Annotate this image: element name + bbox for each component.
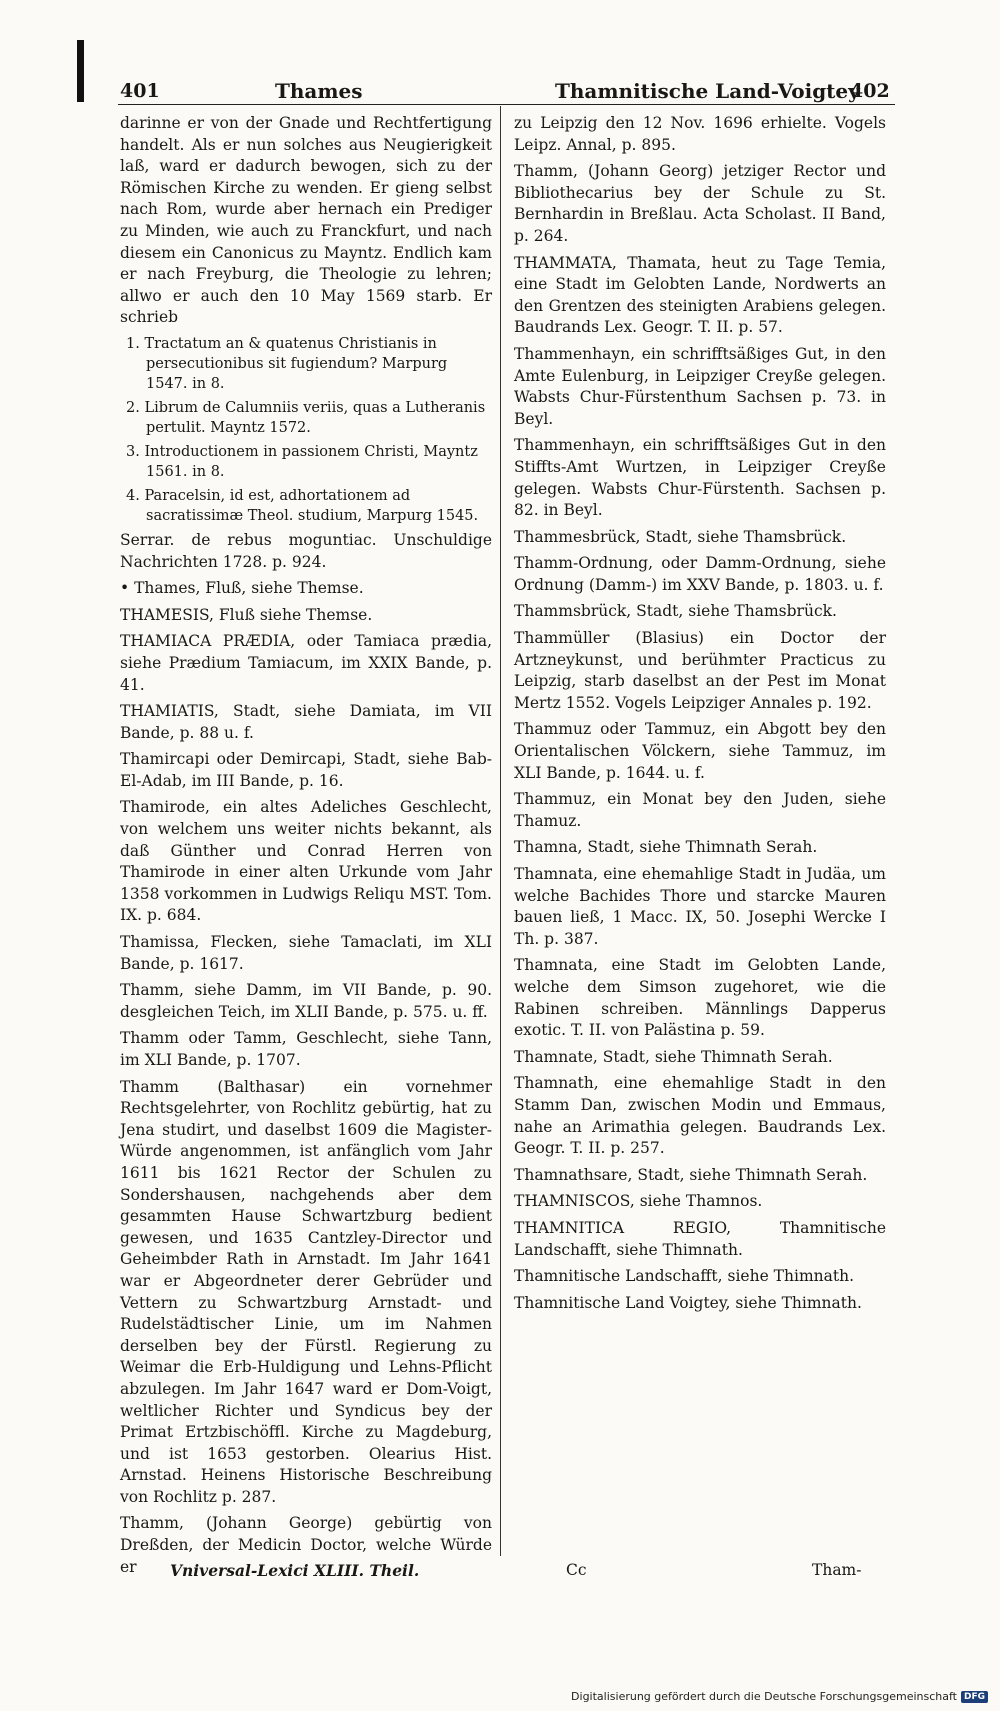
entry: Thamnitische Land Voigtey, siehe Thimnath. xyxy=(514,1293,862,1312)
entry: • Thames, Fluß, siehe Themse. xyxy=(120,579,364,598)
entry: Thamnitische Landschafft, siehe Thimnath. xyxy=(514,1267,855,1286)
column-divider xyxy=(500,106,501,1556)
entry: THAMESIS, Fluß siehe Themse. xyxy=(120,605,373,624)
entry: THAMMATA, Thamata, heut zu Tage Temia, eine Stadt im Gelobten Lande, Nordwerts an den Grentzen des steinigten Arabiens gelegen. Baudrands Lex. Geogr. T. II. p. 57. xyxy=(514,253,886,337)
entry: Thamnate, Stadt, siehe Thimnath Serah. xyxy=(514,1047,833,1066)
entry: Thammüller (Blasius) ein Doctor der Artzneykunst, und berühmter Practicus zu Leipzig, starb daselbst an der Pest im Monat Mertz 1552. Vogels Leipziger Annales p. 192. xyxy=(514,629,886,712)
entry: zu Leipzig den 12 Nov. 1696 erhielte. Vogels Leipz. Annal, p. 895. xyxy=(514,114,886,154)
list-item: 4. Paracelsin, id est, adhortationem ad sacratissimæ Theol. studium, Marpurg 1545. xyxy=(126,487,479,524)
right-column xyxy=(514,113,886,1319)
page-number-left: 401 xyxy=(120,80,160,102)
left-column xyxy=(120,113,492,1583)
entry: Thamm, (Johann Georg) jetziger Rector und Bibliothecarius bey der Schule zu St. Bernhardin in Breßlau. Acta Scholast. II Band, p. 264. xyxy=(514,162,886,245)
entry: darinne er von der Gnade und Rechtfertigung handelt. Als er nun solches aus Neugierigkeit laß, ward er dadurch bewogen, sich zu der Römischen Kirche zu wenden. Er gieng selbst nach Rom, wurde aber hernach ein Prediger zu Minden, wie auch zu Franckfurt, und nach diesem ein Canonicus zu Mayntz. Endlich kam er nach Freyburg, die Theologie zu lehren; allwo er auch den 10 May 1569 starb. Er schrieb xyxy=(120,114,492,327)
entry: Thamnata, eine ehemahlige Stadt in Judäa, um welche Bachides Thore und starcke Mauren bauen ließ, 1 Macc. IX, 50. Josephi Wercke I Th. p. 387. xyxy=(514,865,886,948)
entry: Thamm, (Johann George) gebürtig von Dreßden, der Medicin Doctor, welche Würde er xyxy=(120,1514,492,1576)
entry: Thamnath, eine ehemahlige Stadt in den Stamm Dan, zwischen Modin und Emmaus, nahe an Arimathia gelegen. Baudrands Lex. Geogr. T. II. p. 257. xyxy=(514,1074,886,1158)
entry: Thammuz, ein Monat bey den Juden, siehe Thamuz. xyxy=(514,790,886,830)
entry: Thamm, siehe Damm, im VII Bande, p. 90. desgleichen Teich, im XLII Bande, p. 575. u. ff. xyxy=(120,981,492,1021)
running-head-left: Thames xyxy=(275,79,363,103)
entry: Thamm (Balthasar) ein vornehmer Rechtsgelehrter, von Rochlitz gebürtig, hat zu Jena studirt, und daselbst 1609 die Magister-Würde angenommen, ist anfänglich vom Jahr 1611 bis 1621 Rector der Schulen zu Sondershausen, nachgehends aber dem gesammten Hause Schwartzburg bedient gewesen, und 1635 Cantzley-Director und Geheimbder Rath in Arnstadt. Im Jahr 1641 war er Abgeordneter derer Gebrüder und Vettern zu Schwartzburg Arnstadt- und Rudelstädtischer Linie, um im Nahmen derselben bey der Fürstl. Regierung zu Weimar die Erb-Huldigung und Lehns-Pflicht abzulegen. Im Jahr 1647 ward er Dom-Voigt, weltlicher Richter und Syndicus bey der Primat Ertzbischöffl. Kirche zu Magdeburg, und ist 1653 gestorben. Olearius Hist. Arnstad. Heinens Historische Beschreibung von Rochlitz p. 287. xyxy=(120,1077,492,1506)
page-number-right: 402 xyxy=(850,80,890,102)
work-list xyxy=(120,334,492,526)
digitization-text: Digitalisierung gefördert durch die Deutsche Forschungsgemeinschaft xyxy=(571,1690,957,1703)
running-head-right: Thamnitische Land-Voigtey xyxy=(555,79,860,103)
entry: Thammesbrück, Stadt, siehe Thamsbrück. xyxy=(514,527,847,546)
footer-signature-title: Vniversal-Lexici XLIII. Theil. xyxy=(170,1561,420,1580)
entry: Thammenhayn, ein schrifftsäßiges Gut in den Stiffts-Amt Wurtzen, in Leipziger Creyße gelegen. Wabsts Chur-Fürstenth. Sachsen p. 82. in Beyl. xyxy=(514,436,886,520)
entry: THAMNISCOS, siehe Thamnos. xyxy=(514,1192,763,1211)
footer-catchword: Tham- xyxy=(812,1561,862,1579)
entry: Serrar. de rebus moguntiac. Unschuldige Nachrichten 1728. p. 924. xyxy=(120,530,492,571)
list-item: 2. Librum de Calumniis veriis, quas a Lutheranis pertulit. Mayntz 1572. xyxy=(126,399,486,436)
header-rule xyxy=(118,104,895,105)
digitization-credit xyxy=(571,1690,988,1703)
entry: THAMIACA PRÆDIA, oder Tamiaca prædia, siehe Prædium Tamiacum, im XXIX Bande, p. 41. xyxy=(120,632,492,694)
entry: Thamissa, Flecken, siehe Tamaclati, im XLI Bande, p. 1617. xyxy=(120,933,492,973)
entry: Thammsbrück, Stadt, siehe Thamsbrück. xyxy=(514,602,837,621)
footer-signature-mark: Cc xyxy=(566,1561,587,1579)
entry: Thamircapi oder Demircapi, Stadt, siehe Bab-El-Adab, im III Bande, p. 16. xyxy=(120,750,492,790)
entry: Thammenhayn, ein schrifftsäßiges Gut, in den Amte Eulenburg, in Leipziger Creyße gelegen. Wabsts Chur-Fürstenthum Sachsen p. 73. in Beyl. xyxy=(514,344,886,428)
entry: Thamm-Ordnung, oder Damm-Ordnung, siehe Ordnung (Damm-) im XXV Bande, p. 1803. u. f. xyxy=(514,554,886,594)
list-item: 1. Tractatum an & quatenus Christianis in persecutionibus sit fugiendum? Marpurg 1547. in 8. xyxy=(126,335,448,392)
entry: THAMIATIS, Stadt, siehe Damiata, im VII Bande, p. 88 u. f. xyxy=(120,702,492,742)
entry: Thammuz oder Tammuz, ein Abgott bey den Orientalischen Völckern, siehe Tammuz, im XLI Bande, p. 1644. u. f. xyxy=(514,720,886,782)
entry: Thamirode, ein altes Adeliches Geschlecht, von welchem uns weiter nichts bekannt, als daß Günther und Conrad Herren von Thamirode in einer alten Urkunde vom Jahr 1358 vorkommen in Ludwigs Reliqu MST. Tom. IX. p. 684. xyxy=(120,798,492,925)
entry: Thamm oder Tamm, Geschlecht, siehe Tann, im XLI Bande, p. 1707. xyxy=(120,1029,492,1069)
entry: THAMNITICA REGIO, Thamnitische Landschafft, siehe Thimnath. xyxy=(514,1218,886,1259)
binding-mark xyxy=(77,40,84,102)
entry: Thamnathsare, Stadt, siehe Thimnath Serah. xyxy=(514,1165,868,1184)
entry: Thamna, Stadt, siehe Thimnath Serah. xyxy=(514,838,818,857)
dfg-logo: DFG xyxy=(961,1691,988,1703)
entry: Thamnata, eine Stadt im Gelobten Lande, welche dem Simson zugehoret, wie die Rabinen schreiben. Männlings Dapperus exotic. T. II. von Palästina p. 59. xyxy=(514,956,886,1040)
list-item: 3. Introductionem in passionem Christi, Mayntz 1561. in 8. xyxy=(126,443,478,480)
